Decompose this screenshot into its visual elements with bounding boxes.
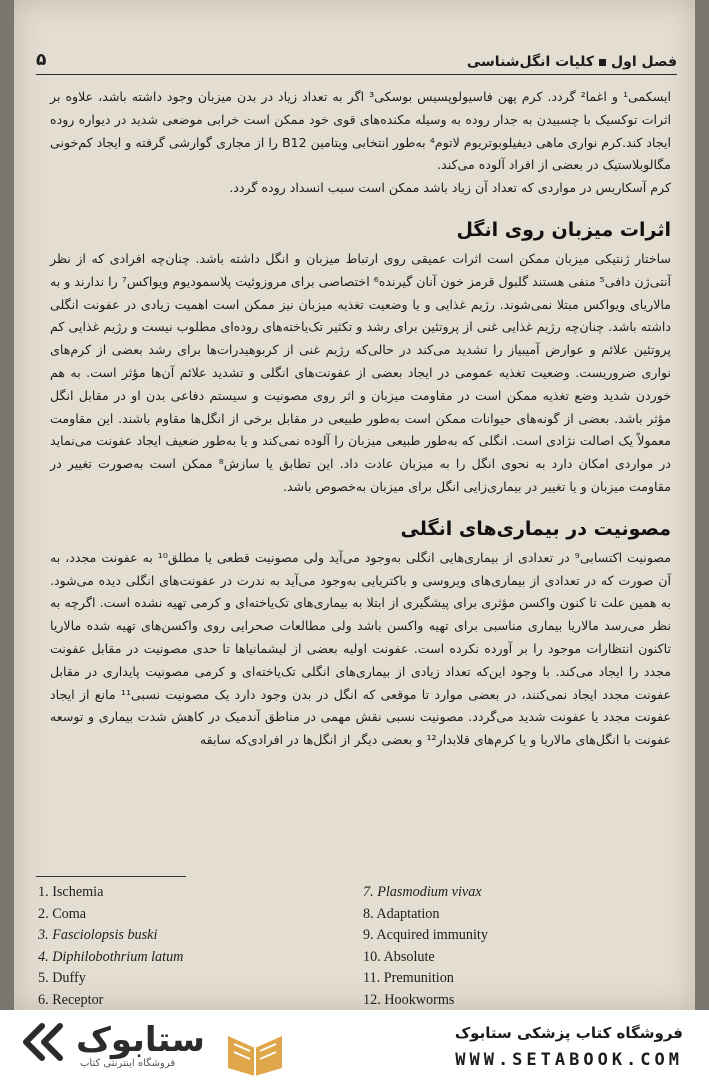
footnote: 6. Receptor <box>38 991 104 1008</box>
store-name: فروشگاه کتاب پزشکی ستابوک <box>454 1024 683 1042</box>
store-banner <box>0 1010 709 1080</box>
footnote: 1. Ischemia <box>38 884 104 900</box>
store-url[interactable]: WWW.SETABOOK.COM <box>455 1050 683 1070</box>
paragraph: ایسکمی¹ و اغما² گردد. کرم پهن فاسیولوپسیس بوسکی³ اگر به تعداد زیاد در بدن میزبان وجود داشته باشد، علاوه بر اثرات توکسیک با چسبیدن به جدار روده به وسیله مکنده‌های قوی خود ممکن است خرابی موضعی شدید در دیواره روده ایجاد کند.کرم نواری ماهی دیفیلوبوتریوم لاتوم⁴ به‌طور انتخابی ویتامین B12 را از مجاری گوارشی گرفته و ایجاد کم‌خونی مگالوبلاستیک در بعضی از افراد آلوده می‌کند. <box>50 89 671 173</box>
logo-tagline: فروشگاه اینترنتی کتاب <box>80 1058 176 1069</box>
footnote: 10. Absolute <box>363 948 435 965</box>
paragraph: ساختار ژنتیکی میزبان ممکن است اثرات عمیقی روی ارتباط میزبان و انگل داشته باشد. چنان‌چه افرادی که از نظر آنتی‌ژن دافی⁵ منفی هستند گلبول قرمز خون آنان گیرنده⁶ اختصاصی برای مروزوئیت پلاسمودیوم ویواکس⁷ را ندارند و به مالاریای ویواکس مبتلا نمی‌شوند. رژیم غذایی و یا وضعیت تغذیه میزبان نیز ممکن است اهمیت زیادی در عفونت انگلی داشته باشد. چنان‌چه رژیم غذایی غنی از پروتئین برای رشد و تکثیر تک‌یاخته‌های روده‌ای مطلوب نیست و رژیم غذایی کم پروتئین علائم و عوارض آمیبیاز را تشدید می‌کند در حالی‌که رژیم غنی از کربوهیدرات‌ها برای رشد بعضی از کرم‌های نواری ضروریست. وضعیت تغذیه عمومی در ایجاد بعضی از عفونت‌های انگلی و تشدید علائم آن‌ها مؤثر است. به هم خوردن شدید وضع تغذیه ممکن است در مقاومت میزبان و اثر روی مصونیت و سیستم دفاعی بدن او در مقابل انگل مؤثر باشد. بعضی از گونه‌های حیوانات ممکن است به‌طور طبیعی در مقابل برخی از انگل‌ها مقاوم باشند. این مقاومت معمولاً یک اصالت نژادی است. انگلی که به‌طور طبیعی میزبان را آلوده نمی‌کند و یا به‌طور ضعیف ایجاد عفونت می‌نماید در مواردی امکان دارد به نحوی انگل را به میزبان عادت داد. این تطابق یا سازش⁸ ممکن است به‌صورت تغییر در مقاومت میزبان و یا تغییر در بیماری‌زایی انگل برای میزبان به‌خصوص باشد. <box>50 250 671 494</box>
chapter-label: فصل اول <box>611 54 677 70</box>
store-logo[interactable] <box>20 1018 310 1074</box>
footnote: 3. Fasciolopsis buski <box>38 927 158 943</box>
chevron-logo-icon <box>20 1022 72 1062</box>
paragraph: کرم آسکاریس در مواردی که تعداد آن زیاد باشد ممکن است سبب انسداد روده گردد. <box>229 180 671 196</box>
footnote: 4. Diphilobothrium latum <box>38 948 184 965</box>
footnote: 9. Acquired immunity <box>363 927 488 943</box>
logo-wordmark: ستابوک <box>76 1020 205 1060</box>
book-page <box>14 0 695 1010</box>
page-body <box>50 86 671 752</box>
book-emblem-icon <box>220 1028 290 1078</box>
section-label: کلیات انگل‌شناسی <box>466 54 595 70</box>
section-heading: اثرات میزبان روی انگل <box>456 218 671 241</box>
footnote-divider <box>36 876 186 877</box>
section-heading: مصونیت در بیماری‌های انگلی <box>400 517 671 540</box>
footnote: 11. Premunition <box>363 970 454 986</box>
chapter-title <box>467 54 677 70</box>
footnote: 12. Hookworms <box>363 991 455 1008</box>
bullet-square-icon <box>599 59 606 66</box>
footnote: 8. Adaptation <box>363 905 440 922</box>
footnote: 7. Plasmodium vivax <box>363 884 482 900</box>
footnote: 5. Duffy <box>38 970 86 986</box>
footnotes <box>38 882 638 1010</box>
paragraph: مصونیت اکتسابی⁹ در تعدادی از بیماری‌هایی انگلی به‌وجود می‌آید ولی مصونیت قطعی یا مطلق¹⁰ به عفونت مجدد، به آن صورت که در تعدادی از بیماری‌های ویروسی و باکتریایی به‌وجود می‌آید به ندرت در عفونت‌های انگلی دیده می‌شود. به همین علت تا کنون واکسن مؤثری برای پیشگیری از ابتلا به بیماری‌های تک‌یاخته‌ای و کرمی تهیه نشده است. اگرچه به نظر می‌رسد مالاریا بیماری مناسبی برای تهیه واکسن باشد ولی مطالعات صحرایی روی واکسن‌های تهیه شده مالاریا تاکنون انتظارات موجود را بر آورده نکرده است. عفونت اولیه بعضی از لیشمانیاها تا حدی مصونیت در مقابل عفونت مجدد را ایجاد می‌کند. با وجود این‌که تعداد زیادی از بیماری‌های انگلی تک‌یاخته‌ای و کرمی مصونیت پایداری در مقابل عفونت مجدد ایجاد نمی‌کنند، در بعضی موارد تا موقعی که انگل در بدن وجود دارد یک مصونیت نسبی¹¹ مانع از ایجاد عفونت مجدد یا عفونت شدید می‌گردد. مصونیت نسبی نقش مهمی در مناطق آندمیک در کاهش شدت بیماری و توسعه عفونت با انگل‌های مالاریا و یا کرم‌های قلابدار¹² و بعضی دیگر از انگل‌ها در افرادی‌که سابقه <box>50 549 672 748</box>
running-header <box>36 36 677 75</box>
page-number: ۵ <box>36 50 47 70</box>
footnote: 2. Coma <box>38 905 87 922</box>
